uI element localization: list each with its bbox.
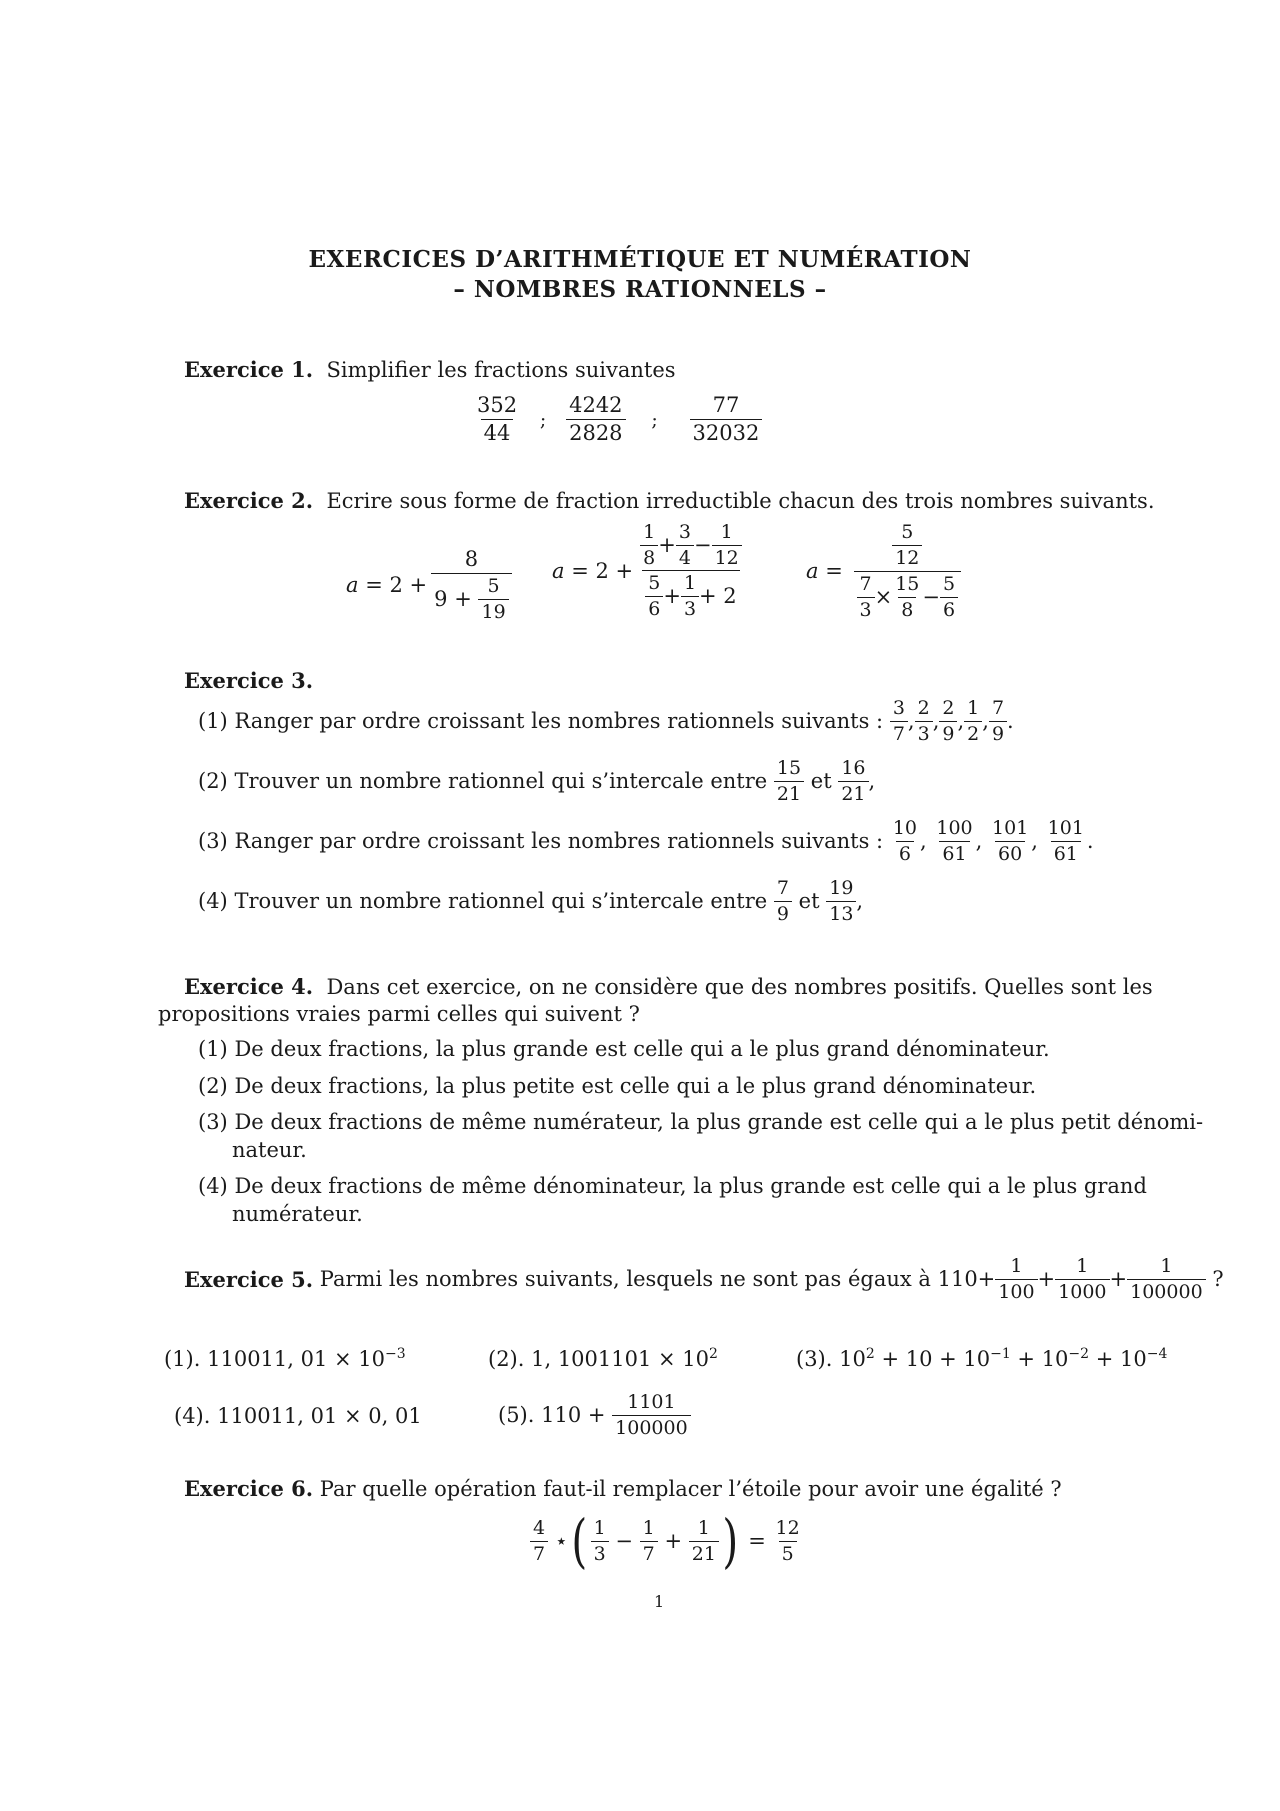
exercise-4-heading-cont: propositions vraies parmi celles qui suivent ? [158, 1002, 640, 1026]
exercise-4-item-4: (4) De deux fractions de même dénominateur, la plus grande est celle qui a le plus grand [198, 1174, 1147, 1198]
exercise-4-item-2: (2) De deux fractions, la plus petite est celle qui a le plus grand dénominateur. [198, 1074, 1037, 1098]
exercise-5-option-4: (4). 110011, 01 × 0, 01 [174, 1404, 422, 1428]
exercise-3-item-2: (2) Trouver un nombre rationnel qui s’intercale entre $\frac{15}{21}$ et $\frac{16}{21}$ , [198, 757, 876, 805]
continued-fraction: 8 9 + $\frac{5}{19}$ [431, 548, 512, 623]
compound-fraction: $\frac{5}{12}$ $\frac{7}{3}$ × $\frac{15}{8}$ − $\frac{5}{6}$ [854, 522, 962, 621]
exercise-6-equation: $\frac{4}{7}$ ⋆ ( $\frac{1}{3}$ − $\frac{1}{7}$ + $\frac{1}{21}$ ) = $\frac{12}{5}$ [530, 1512, 803, 1570]
exercise-5-heading: Exercice 5. Parmi les nombres suivants, lesquels ne sont pas égaux à 110+ $\frac{1}{100}$ + $\frac{1}{1000}$ + $\frac{1}{100000}$ ? [184, 1255, 1224, 1303]
exercise-text: Simplifier les fractions suivantes [326, 358, 676, 382]
exercise-5-option-1: (1). 110011, $01 \times 10^{-3}$ [164, 1346, 406, 1371]
page-number: 1 [654, 1592, 665, 1611]
exercise-5-option-5: (5). 110 + $\frac{1101}{100000}$ [498, 1392, 691, 1439]
exercise-3-item-4: (4) Trouver un nombre rationnel qui s’intercale entre $\frac{7}{9}$ et $\frac{19}{13}$ , [198, 877, 864, 925]
exercise-5-option-2: (2). 1, $1001101 \times 10^2$ [488, 1346, 718, 1371]
exercise-4-item-3-cont: nateur. [232, 1138, 307, 1162]
exercise-4-item-4-cont: numérateur. [232, 1202, 363, 1226]
exercise-5-option-3: (3). $10^2 + 10 + 10^{-1} + 10^{-2} + 10^{-4}$ [796, 1346, 1168, 1371]
page-subtitle: – NOMBRES RATIONNELS – [453, 276, 827, 303]
exercise-label: Exercice 1. [184, 357, 314, 382]
exercise-3-item-3: (3) Ranger par ordre croissant les nombres rationnels suivants : $\frac{10}{6}$ , $\frac{100}{61}$ , $\frac{101}{60}$ , $\frac{101}{61}$ . [198, 817, 1094, 865]
exercise-text: Ecrire sous forme de fraction irreductible chacun des trois nombres suivants. [326, 489, 1155, 513]
exercise-label: Exercice 2. [184, 488, 314, 513]
exercise-1-fractions [474, 394, 762, 445]
exercise-1-heading [184, 357, 676, 382]
exercise-6-heading: Exercice 6. Par quelle opération faut-il remplacer l’étoile pour avoir une égalité ? [184, 1476, 1062, 1501]
star-operator: ⋆ [554, 1529, 568, 1553]
exercise-3-item-1: (1) Ranger par ordre croissant les nombres rationnels suivants : $\frac{3}{7}$ , $\frac{2}{3}$ , $\frac{2}{9}$ , $\frac{1}{2}$ , $\frac{7}{9}$ . [198, 697, 1014, 745]
exercise-4-heading: Exercice 4. Dans cet exercice, on ne considère que des nombres positifs. Quelles sont les [184, 974, 1153, 999]
compound-fraction: $\frac{1}{8}$ + $\frac{3}{4}$ − $\frac{1}{12}$ $\frac{5}{6}$ + $\frac{1}{3}$ + 2 [637, 522, 745, 620]
exercise-4-item-3: (3) De deux fractions de même numérateur, la plus grande est celle qui a le plus petit dénomi- [198, 1110, 1204, 1134]
page-title: EXERCICES D’ARITHMÉTIQUE ET NUMÉRATION [308, 246, 972, 273]
expression-a1: a = 2 + 8 9 + $\frac{5}{19}$ [346, 548, 512, 623]
fraction: $\frac{77}{32032}$ [690, 394, 763, 445]
exercise-2-heading [184, 488, 1155, 513]
expression-a2: a = 2 + $\frac{1}{8}$ + $\frac{3}{4}$ − $\frac{1}{12}$ $\frac{5}{6}$ + $\frac{1}{3}$ + 2 [552, 522, 745, 620]
exercise-3-label: Exercice 3. [184, 668, 314, 693]
separator: ; [651, 408, 658, 431]
fraction: $\frac{4242}{2828}$ [566, 394, 625, 445]
expression-a3: a = $\frac{5}{12}$ $\frac{7}{3}$ × $\frac{15}{8}$ − $\frac{5}{6}$ [806, 522, 961, 621]
exercise-4-item-1: (1) De deux fractions, la plus grande est celle qui a le plus grand dénominateur. [198, 1037, 1050, 1061]
separator: ; [539, 408, 547, 431]
fraction: $\frac{352}{44}$ [477, 393, 518, 446]
